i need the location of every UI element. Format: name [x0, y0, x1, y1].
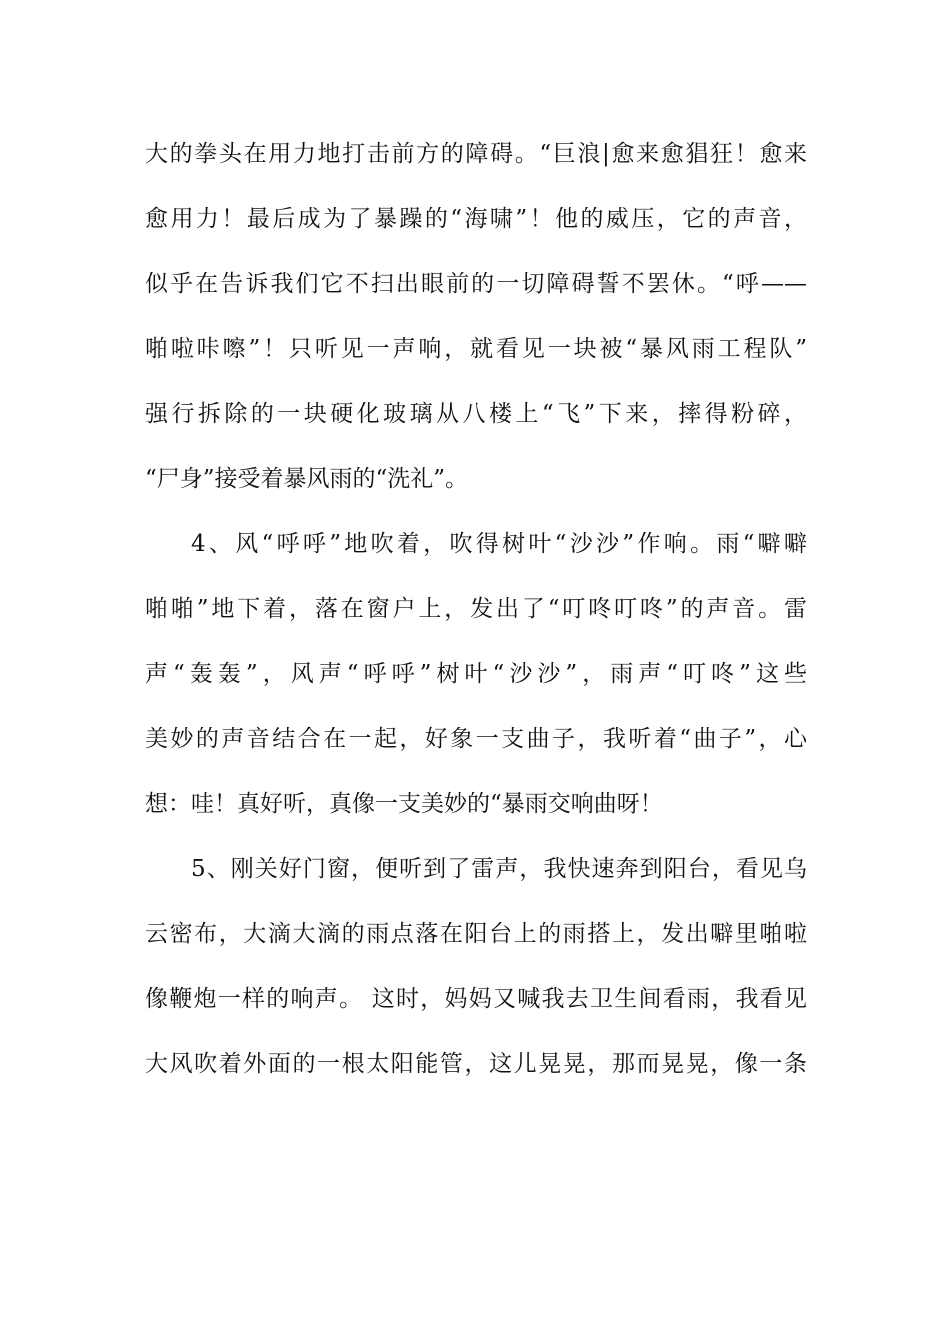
text-line: 大的拳头在用力地打击前方的障碍。“巨浪|愈来愈猖狂！愈来	[145, 141, 807, 167]
text-line: 像鞭炮一样的响声。 这时，妈妈又喊我去卫生间看雨，我看见	[145, 986, 807, 1012]
text-line: “尸身”接受着暴风雨的“洗礼”。	[145, 466, 469, 492]
text-line: 想：哇！真好听，真像一支美妙的“暴雨交响曲呀！	[145, 791, 663, 817]
text-line: 啪啦咔嚓”！只听见一声响，就看见一块被“暴风雨工程队”	[145, 336, 807, 362]
text-line: 似乎在告诉我们它不扫出眼前的一切障碍誓不罢休。“呼——	[145, 271, 807, 297]
text-line: 啪啪”地下着，落在窗户上，发出了“叮咚叮咚”的声音。雷	[145, 596, 807, 622]
document-body	[145, 129, 807, 1104]
text-line: 5、刚关好门窗，便听到了雷声，我快速奔到阳台，看见乌	[191, 856, 807, 882]
text-line: 愈用力！最后成为了暴躁的“海啸”！他的威压，它的声音，	[145, 206, 807, 232]
text-line: 大风吹着外面的一根太阳能管，这儿晃晃，那而晃晃，像一条	[145, 1051, 807, 1077]
text-line: 声“轰轰”，风声“呼呼”树叶“沙沙”，雨声“叮咚”这些	[145, 661, 807, 687]
text-line: 4、风“呼呼”地吹着，吹得树叶“沙沙”作响。雨“噼噼	[191, 531, 807, 557]
text-line: 云密布，大滴大滴的雨点落在阳台上的雨搭上，发出噼里啪啦	[145, 921, 807, 947]
text-line: 强行拆除的一块硬化玻璃从八楼上“飞”下来，摔得粉碎，	[145, 401, 807, 427]
text-line: 美妙的声音结合在一起，好象一支曲子，我听着“曲子”，心	[145, 726, 807, 752]
